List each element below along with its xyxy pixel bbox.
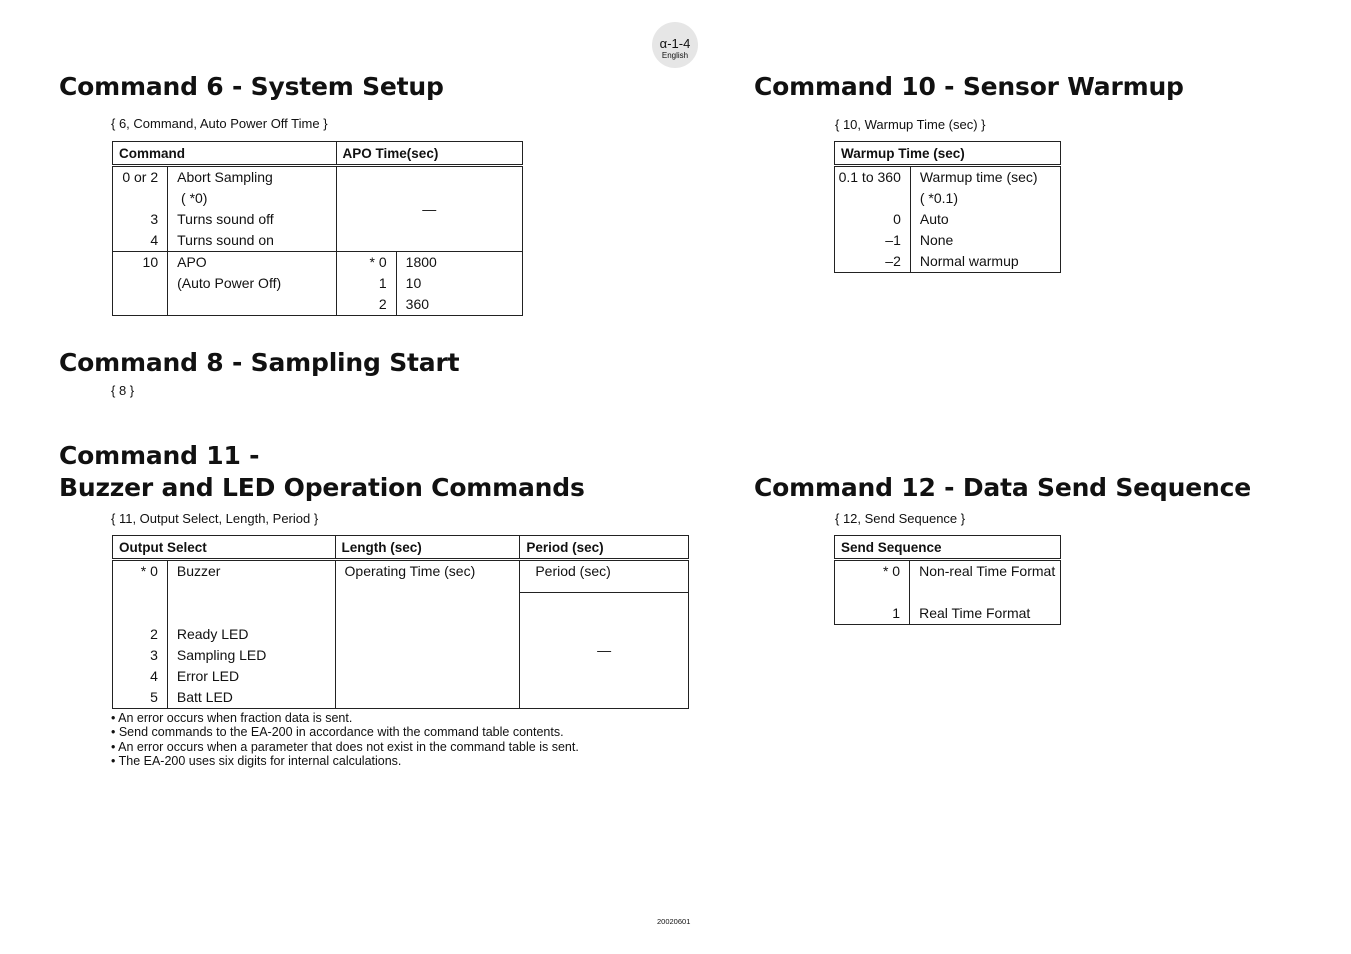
cmd6-group2-value: 10 [113,252,168,316]
cmd10-table [834,141,1061,273]
cmd6-group2-description: APO (Auto Power Off) [168,252,336,316]
cmd11-title-line1: Command 11 - [59,441,260,470]
table-row [835,560,1061,625]
cmd11-length: Operating Time (sec) [335,560,520,709]
cmd12-header: Send Sequence [835,536,1061,560]
table-row [113,252,523,316]
note-item: • Send commands to the EA-200 in accordance with the command table contents. [111,725,564,740]
cmd10-header: Warmup Time (sec) [835,142,1061,166]
cmd11-title-line2: Buzzer and LED Operation Commands [59,473,585,502]
cmd11-syntax: { 11, Output Select, Length, Period } [111,511,319,526]
table-row [835,166,1061,273]
cmd12-table [834,535,1061,625]
note-item: • An error occurs when fraction data is sent. [111,711,353,725]
cmd6-title: Command 6 - System Setup [59,72,444,101]
cmd11-period-dash: — [597,642,612,658]
cmd10-values: 0.1 to 360 0 –1 –2 [838,169,901,269]
cmd12-title: Command 12 - Data Send Sequence [754,473,1251,502]
cmd11-header-output: Output Select [113,536,336,560]
cmd6-group1-apo: — [336,166,522,252]
cmd11-header-period: Period (sec) [520,536,689,560]
cmd8-syntax: { 8 } [111,383,135,398]
cmd11-values: * 0 2 3 4 5 [140,563,158,705]
table-row [113,166,523,252]
cmd6-header-apo: APO Time(sec) [336,142,522,166]
cmd6-table [112,141,523,316]
notes-list [111,711,579,769]
cmd10-descriptions: Warmup time (sec) ( *0.1) Auto None Normal warmup [910,166,1060,273]
cmd11-period-cell [520,560,689,709]
cmd6-header-command: Command [113,142,337,166]
cmd10-title: Command 10 - Sensor Warmup [754,72,1184,101]
cmd12-syntax: { 12, Send Sequence } [835,511,966,526]
cmd6-apo-values: * 0 1 2 [336,252,396,316]
cmd11-header-length: Length (sec) [335,536,520,560]
cmd10-syntax: { 10, Warmup Time (sec) } [835,117,986,132]
cmd6-group1-values: 0 or 2 3 4 [122,169,159,248]
table-row [113,560,689,709]
cmd12-values: * 0 1 [882,563,901,621]
cmd12-descriptions: Non-real Time Format Real Time Format [910,560,1061,625]
page-number: α-1-4 [659,36,691,51]
cmd11-descriptions: Buzzer Ready LED Sampling LED Error LED Batt LED [167,560,335,709]
note-item: • The EA-200 uses six digits for internal calculations. [111,754,402,769]
cmd11-period: Period (sec) [535,563,611,579]
cmd6-syntax: { 6, Command, Auto Power Off Time } [111,116,328,131]
note-item: • An error occurs when a parameter that does not exist in the command table is sent. [111,739,579,754]
cmd6-apo-seconds: 1800 10 360 [396,252,522,316]
page-language: English [661,51,689,60]
cmd6-group1-descriptions: Abort Sampling ( *0) Turns sound off Turns sound on [168,166,336,252]
cmd11-table [112,535,689,709]
cmd8-title: Command 8 - Sampling Start [59,348,460,377]
page-number-badge [652,22,698,68]
document-code: 20020601 [657,917,691,926]
